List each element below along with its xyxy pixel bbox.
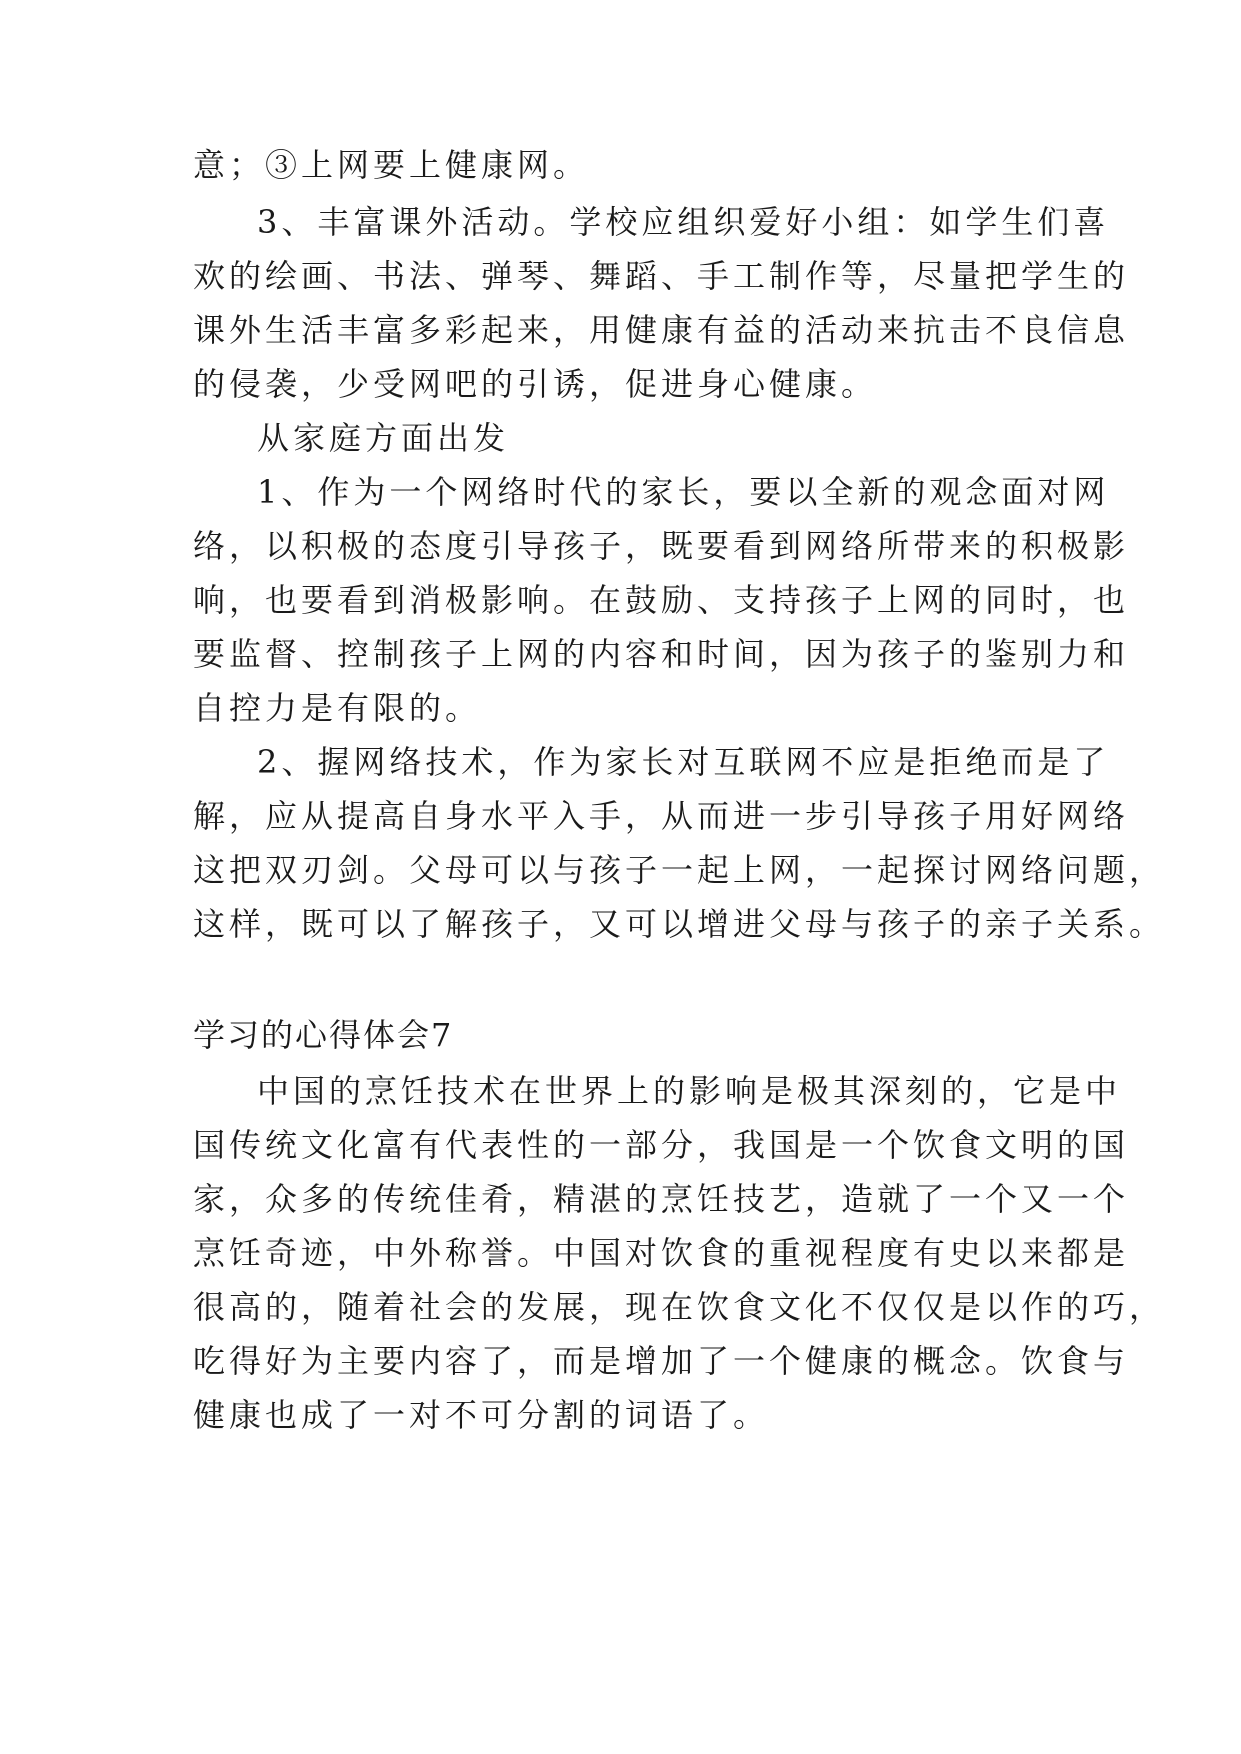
text-line: 这把双刃剑。父母可以与孩子一起上网，一起探讨网络问题， [193, 851, 1166, 889]
text-line: 健康也成了一对不可分割的词语了。 [193, 1396, 770, 1434]
text-line: 家，众多的传统佳肴，精湛的烹饪技艺，造就了一个又一个 [193, 1180, 1130, 1218]
section-title: 学习的心得体会7 [193, 1016, 454, 1054]
text-line: 课外生活丰富多彩起来，用健康有益的活动来抗击不良信息 [193, 311, 1130, 349]
paragraph-item-2-line: 2、握网络技术，作为家长对互联网不应是拒绝而是了 [257, 743, 1110, 781]
text-line: 的侵袭，少受网吧的引诱，促进身心健康。 [193, 365, 878, 403]
text-line: 很高的，随着社会的发展，现在饮食文化不仅仅是以作的巧， [193, 1288, 1166, 1326]
text-line: 解，应从提高自身水平入手，从而进一步引导孩子用好网络 [193, 797, 1130, 835]
text-line: 要监督、控制孩子上网的内容和时间，因为孩子的鉴别力和 [193, 635, 1130, 673]
text-line: 吃得好为主要内容了，而是增加了一个健康的概念。饮食与 [193, 1342, 1130, 1380]
text-line: 烹饪奇迹，中外称誉。中国对饮食的重视程度有史以来都是 [193, 1234, 1130, 1272]
text-line: 这样，既可以了解孩子，又可以增进父母与孩子的亲子关系。 [193, 905, 1166, 943]
paragraph-item-1-line: 1、作为一个网络时代的家长，要以全新的观念面对网 [257, 473, 1110, 511]
text-line: 国传统文化富有代表性的一部分，我国是一个饮食文明的国 [193, 1126, 1130, 1164]
paragraph-line: 中国的烹饪技术在世界上的影响是极其深刻的，它是中 [257, 1072, 1122, 1110]
text-line: 络，以积极的态度引导孩子，既要看到网络所带来的积极影 [193, 527, 1130, 565]
paragraph-item-3-line: 3、丰富课外活动。学校应组织爱好小组：如学生们喜 [257, 203, 1110, 241]
text-line: 意；③上网要上健康网。 [193, 146, 590, 184]
text-line: 欢的绘画、书法、弹琴、舞蹈、手工制作等，尽量把学生的 [193, 257, 1130, 295]
text-line: 响，也要看到消极影响。在鼓励、支持孩子上网的同时，也 [193, 581, 1130, 619]
sub-heading-family: 从家庭方面出发 [257, 419, 510, 457]
text-line: 自控力是有限的。 [193, 689, 482, 727]
